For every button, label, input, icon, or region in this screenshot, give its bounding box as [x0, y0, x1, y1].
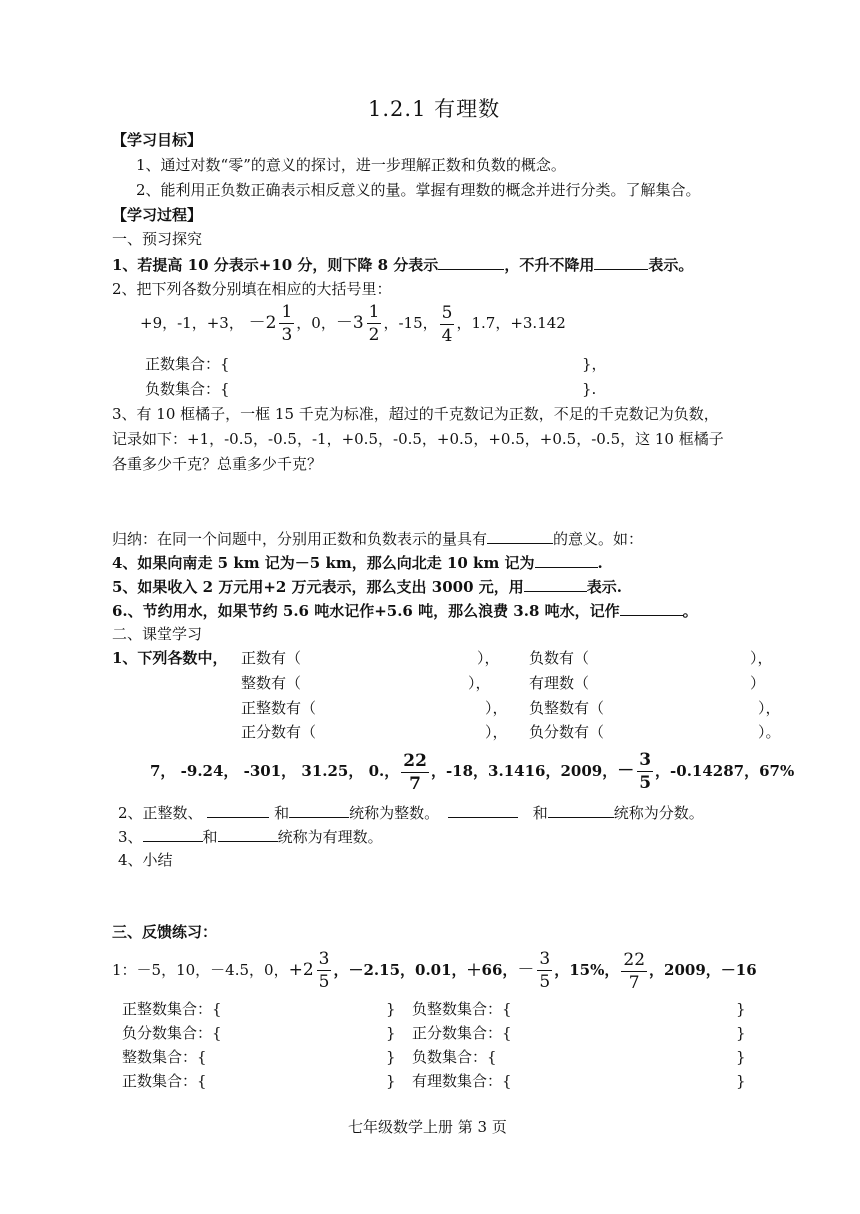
- question-text: 3、: [118, 828, 143, 846]
- category-label: 负分数有（: [529, 723, 605, 741]
- set-negative-answer[interactable]: [240, 379, 580, 399]
- objective-item: 2、能利用正负数正确表示相反意义的量。掌握有理数的概念并进行分类。了解集合。: [136, 181, 701, 199]
- question-text: .: [597, 554, 603, 572]
- page-footer: 七年级数学上册 第 3 页: [348, 1118, 507, 1136]
- question-6: [112, 600, 698, 621]
- denominator: 5: [639, 772, 652, 793]
- whole-part: +2: [288, 960, 314, 980]
- negative-fraction: [517, 947, 554, 993]
- denominator: 3: [281, 324, 293, 345]
- category-end: ），: [468, 674, 491, 692]
- whole-part: －3: [335, 313, 364, 333]
- denominator: 7: [628, 972, 640, 993]
- answer-blank[interactable]: [487, 528, 553, 544]
- question-1: [112, 254, 693, 275]
- set-positive-label: 正数集合：{: [145, 355, 230, 373]
- sign: －: [617, 761, 635, 781]
- set-end: }: [386, 1072, 396, 1090]
- answer-blank[interactable]: [448, 802, 518, 818]
- answer-blank[interactable]: [524, 576, 587, 592]
- question-2: 2、把下列各数分别填在相应的大括号里：: [112, 280, 392, 298]
- set-end: }: [386, 1048, 396, 1066]
- category-end: ），: [477, 649, 500, 667]
- question-text: 统称为有理数。: [277, 828, 383, 846]
- set-label: 整数集合：{: [122, 1048, 207, 1066]
- set-label: 正分数集合：{: [412, 1024, 512, 1042]
- question-1-prefix: 1、下列各数中，: [112, 649, 228, 667]
- question-text: 1、若提高 10 分表示+10 分，则下降 8 分表示: [112, 256, 439, 274]
- set-label: 负整数集合：{: [412, 1000, 512, 1018]
- answer-blank[interactable]: [535, 552, 598, 568]
- summary: [112, 528, 643, 549]
- set-negative-end: }.: [582, 380, 597, 398]
- answer-blank[interactable]: [218, 826, 278, 842]
- question-text: 统称为整数。: [349, 804, 440, 822]
- numerator: 1: [368, 301, 380, 322]
- summary-text: 归纳：在同一个问题中，分别用正数和负数表示的量具有: [112, 530, 488, 548]
- question-3-line: 记录如下：+1，-0.5，-0.5，-1，+0.5，-0.5，+0.5，+0.5，+0.5，-0.5，这 10 框橘子: [112, 430, 724, 448]
- numerator: 22: [623, 949, 646, 970]
- whole-part: －2: [248, 313, 277, 333]
- fraction: [401, 750, 429, 795]
- answer-blank[interactable]: [548, 802, 614, 818]
- set-end: }: [736, 1072, 746, 1090]
- mixed-number: [289, 947, 334, 993]
- sign: －: [517, 960, 535, 980]
- denominator: 4: [441, 325, 453, 346]
- section2-heading: 二、课堂学习: [112, 625, 203, 643]
- set-label: 负分数集合：{: [122, 1024, 222, 1042]
- number-text: ，-15，: [383, 314, 438, 332]
- category-end: ），: [485, 699, 508, 717]
- category-end: ），: [758, 699, 781, 717]
- set-end: }: [736, 1000, 746, 1018]
- numerator: 22: [403, 750, 427, 771]
- category-label: 正数有（: [241, 649, 302, 667]
- question-text: 统称为分数。: [613, 804, 704, 822]
- question-text: 和: [532, 804, 548, 822]
- answer-blank[interactable]: [620, 600, 683, 616]
- question-3-line: 各重多少千克？总重多少千克？: [112, 455, 323, 473]
- objective-item: 1、通过对数“零”的意义的探讨，进一步理解正数和负数的概念。: [136, 156, 566, 174]
- set-end: }: [386, 1000, 396, 1018]
- mixed-number: [336, 300, 384, 346]
- number-text: ，0，: [296, 314, 336, 332]
- question-3-line: 3、有 10 框橘子，一框 15 千克为标准，超过的千克数记为正数，不足的千克数记为负数，: [112, 405, 719, 423]
- answer-blank[interactable]: [594, 254, 648, 270]
- objectives-heading: 【学习目标】: [112, 131, 203, 149]
- set-negative-label: 负数集合：{: [145, 380, 230, 398]
- category-end: ）。: [758, 723, 781, 741]
- answer-blank[interactable]: [143, 826, 203, 842]
- set-label: 有理数集合：{: [412, 1072, 512, 1090]
- set-label: 正数集合：{: [122, 1072, 207, 1090]
- question-4: 4、小结: [118, 851, 173, 869]
- set-positive-end: }，: [582, 355, 607, 373]
- number-list: [150, 748, 794, 795]
- number-text: 7， -9.24， -301， 31.25， 0.，: [150, 762, 400, 780]
- negative-fraction: [617, 748, 655, 794]
- page-title: 1.2.1 有理数: [368, 97, 501, 121]
- category-label: 正整数有（: [241, 699, 317, 717]
- section3-heading: 三、反馈练习：: [112, 923, 218, 941]
- denominator: 7: [409, 773, 422, 794]
- answer-blank[interactable]: [289, 802, 349, 818]
- category-label: 负数有（: [529, 649, 590, 667]
- number-text: ，-0.14287，67%: [655, 762, 795, 780]
- fraction: [440, 302, 455, 347]
- section1-heading: 一、预习探究: [112, 230, 203, 248]
- question-text: 和: [202, 828, 218, 846]
- set-end: }: [736, 1048, 746, 1066]
- fraction: [621, 949, 647, 994]
- mixed-number: [249, 300, 297, 346]
- answer-blank[interactable]: [207, 802, 269, 818]
- question-text: 。: [682, 602, 698, 620]
- numerator: 3: [639, 749, 652, 770]
- question-text: 2、正整数、: [118, 804, 203, 822]
- number-list: [140, 300, 566, 347]
- question-text: ，不升不降用: [504, 256, 595, 274]
- denominator: 5: [539, 971, 551, 992]
- number-text: ，2009，－16: [649, 961, 757, 979]
- denominator: 2: [368, 324, 380, 345]
- question-5: [112, 576, 622, 597]
- category-label: 有理数（: [529, 674, 590, 692]
- numerator: 3: [318, 948, 330, 969]
- set-label: 负数集合：{: [412, 1048, 497, 1066]
- summary-text: 的意义。如：: [553, 530, 644, 548]
- question-text: 表示。: [648, 256, 694, 274]
- category-end: ），: [485, 723, 508, 741]
- set-positive-answer[interactable]: [240, 354, 580, 374]
- number-text: ，-18，3.1416，2009，: [430, 762, 618, 780]
- number-text: +9，-1，+3，: [140, 314, 244, 332]
- denominator: 5: [318, 971, 330, 992]
- question-4: [112, 552, 603, 573]
- category-end: ）: [750, 674, 766, 692]
- question-text: 和: [274, 804, 290, 822]
- number-text: 1：－5，10，－4.5，0，: [112, 961, 289, 979]
- question-text: 4、如果向南走 5 km 记为－5 km，那么向北走 10 km 记为: [112, 554, 535, 572]
- set-end: }: [386, 1024, 396, 1042]
- process-heading: 【学习过程】: [112, 206, 203, 224]
- numerator: 3: [539, 948, 551, 969]
- numerator: 5: [441, 302, 453, 323]
- number-text: ，1.7，+3.142: [456, 314, 566, 332]
- answer-blank[interactable]: [438, 254, 504, 270]
- question-text: 表示.: [586, 578, 622, 596]
- category-label: 正分数有（: [241, 723, 317, 741]
- set-label: 正整数集合：{: [122, 1000, 222, 1018]
- category-label: 负整数有（: [529, 699, 605, 717]
- category-end: ），: [750, 649, 773, 667]
- number-text: ，15%，: [554, 961, 620, 979]
- numerator: 1: [281, 301, 293, 322]
- question-2: [118, 802, 704, 823]
- set-end: }: [736, 1024, 746, 1042]
- category-label: 整数有（: [241, 674, 302, 692]
- number-text: ，－2.15，0.01，＋66，: [333, 961, 518, 979]
- question-3: [118, 826, 383, 847]
- question-text: 6.、节约用水，如果节约 5.6 吨水记作+5.6 吨，那么浪费 3.8 吨水，记作: [112, 602, 620, 620]
- number-list: [112, 947, 757, 994]
- question-text: 5、如果收入 2 万元用+2 万元表示，那么支出 3000 元，用: [112, 578, 524, 596]
